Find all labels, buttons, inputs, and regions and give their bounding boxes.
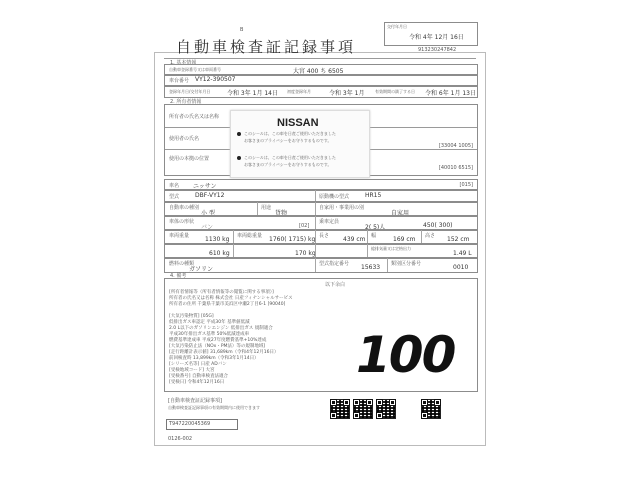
notice-line-4: お客さまのプライバシーをお守りするものです。 (244, 162, 332, 167)
section-owner-label: 2. 所有者情報 (170, 99, 202, 105)
notes-line: [受検地域コード] 大宮 (169, 368, 215, 373)
handwritten-number: 100 (356, 326, 455, 384)
gvw: 1760( 1715) kg (269, 236, 316, 243)
shape-label: 車体の形状 (169, 219, 195, 225)
type: 小 型 (201, 210, 215, 217)
type-label: 自動車の種別 (169, 205, 200, 211)
fuel-label: 燃料の種類 (169, 261, 195, 267)
notice-line-1: このシールは、この車を日産ご使用いただきました (244, 131, 336, 136)
owner-code-2: [40010 6515] (438, 165, 473, 171)
vehicle-weight: 1130 kg (205, 236, 230, 243)
notes-line: [受検番号] 自動車検査法適合 (169, 374, 228, 379)
first-reg-date: 令和 3年 1月 14日 (227, 90, 278, 97)
first-reg-label: 登録年月日/交付年月日 (169, 89, 211, 94)
notes-line: [大気汚染防止法（NOx・PM法）等の規制地域] (169, 344, 266, 349)
dates-row (164, 86, 478, 98)
privacy-sticker (230, 110, 370, 178)
footer-line-2: 自動車検査証記録事項の有効期間内に使用できます (168, 405, 260, 410)
max-load: 450( 300) (423, 222, 453, 229)
use-label: 用途 (261, 205, 272, 211)
notes-line: [シリーズ名等] 日産 ADバン (169, 362, 227, 367)
use: 貨物 (275, 210, 288, 217)
class-number: 0010 (453, 264, 469, 271)
vehicle-weight-label: 車両重量 (169, 233, 190, 239)
bullet-icon (237, 132, 241, 136)
qr-code-3 (376, 399, 396, 419)
doc-number: 913230247842 (418, 47, 457, 53)
registration-number: 大宮 400 ち 6505 (293, 68, 344, 75)
gvw-label: 車両総重量 (237, 233, 263, 239)
fuel-row (164, 257, 478, 273)
notice-line-2: お客さまのプライバシーをお守りするものです。 (244, 138, 332, 143)
maker-label: 車名 (169, 183, 180, 189)
registration-label: 自動車登録番号又は車両番号 (169, 67, 221, 72)
body: 自家用 (391, 210, 410, 217)
barcode-text: T947220045369 (169, 421, 211, 427)
expiry-date: 令和 6年 1月 13日 (425, 90, 476, 97)
engine: HR15 (365, 192, 382, 199)
notes-line: [受検日] 令和4年12月16日 (169, 380, 225, 385)
issue-date: 令和 4年 12月 16日 (409, 34, 464, 41)
issue-date-box (384, 22, 478, 46)
first-reg-month: 令和 3年 1月 (329, 90, 365, 97)
bottom-code: 0126-002 (168, 436, 193, 442)
shape: バン (201, 224, 214, 231)
user-name-label: 使用者の氏名 (169, 136, 200, 142)
fuel: ガソリン (189, 266, 214, 273)
displacement-label: 総排気量又は定格出力 (371, 246, 411, 251)
notes-line: 平成30年排出ガス基準 50%低減達成車 (169, 332, 250, 337)
chassis-row (164, 74, 478, 86)
model-label: 型式 (169, 194, 180, 200)
engine-label: 原動機の型式 (319, 194, 350, 200)
chassis-label: 車台番号 (169, 78, 190, 84)
notes-line: [大気汚染物質] [05G] (169, 314, 214, 319)
notice-line-3: このシールは、この車を日産ご使用いただきました (244, 155, 336, 160)
length-label: 長さ (319, 233, 330, 239)
qr-code-2 (353, 399, 373, 419)
notes-section-label: 4. 備考 (170, 273, 187, 279)
footer-line-1: [自動車検査証記録事項] (168, 398, 222, 404)
notes-line: 前回検査時 13,899km（令和3年1月14日） (169, 356, 259, 361)
width-label: 幅 (371, 233, 377, 239)
notes-line: 所有者の住所 千葉県千葉市美浜区中瀬2丁目6-1 [90040] (169, 302, 286, 307)
notes-line: 燃費基準達成車 平成27年度燃費基準+10%達成 (169, 338, 267, 343)
bullet-icon (237, 156, 241, 160)
height-label: 高さ (425, 233, 436, 239)
qr-code-4 (421, 399, 441, 419)
capacity: 2( 5)人 (365, 224, 386, 231)
barcode-box (166, 419, 238, 430)
notes-line: [所有者情報等（所有者情報等の閲覧に関する事項）] (169, 290, 274, 295)
displacement: 1.49 L (453, 250, 472, 257)
owner-address-label: 使用の本拠の位置 (169, 156, 210, 162)
maker-code: [015] (459, 182, 473, 188)
axle-front-front: 610 kg (209, 250, 230, 257)
shape-code: [02] (299, 223, 310, 229)
expiry-label: 有効期間の満了する日 (375, 89, 415, 94)
first-reg-label2: 初度登録年月 (287, 89, 311, 94)
notes-line: 所有者の氏名又は名称 株式会社 日産フィナンシャルサービス (169, 296, 293, 301)
model: DBF-VY12 (195, 192, 225, 199)
notes-line: 2.0 L以下のガソリンエンジン 低排出ガス 規制適合 (169, 326, 273, 331)
notes-line: 低排出ガス車認定 平成30年 基準値低減 (169, 320, 250, 325)
length: 439 cm (343, 236, 366, 243)
type-number-label: 型式指定番号 (319, 261, 350, 267)
page-title: 自動車検査証記録事項 (176, 38, 357, 56)
class-number-label: 類別区分番号 (391, 261, 422, 267)
width: 169 cm (393, 236, 416, 243)
owner-name-label: 所有者の氏名又は名称 (169, 114, 220, 120)
capacity-label: 乗車定員 (319, 219, 340, 225)
type-number: 15633 (361, 264, 381, 271)
section-basic-label: 1. 基本情報 (170, 60, 197, 66)
height: 152 cm (447, 236, 470, 243)
mark-b: B (240, 27, 244, 33)
chassis-number: VY12-390507 (195, 76, 236, 83)
issue-date-label: 交付年月日 (387, 24, 407, 29)
body-label: 自家用・事業用の別 (319, 205, 365, 211)
owner-code-1: [33004 1005] (438, 143, 473, 149)
notes-footer-label: 以下余白 (325, 282, 346, 288)
nissan-logo: NISSAN (277, 117, 319, 129)
maker: ニッサン (193, 183, 217, 190)
qr-code-1 (330, 399, 350, 419)
notes-line: [走行距離計表示値] 31,689km（令和4年12月16日） (169, 350, 279, 355)
axle-front-rear: 170 kg (295, 250, 316, 257)
